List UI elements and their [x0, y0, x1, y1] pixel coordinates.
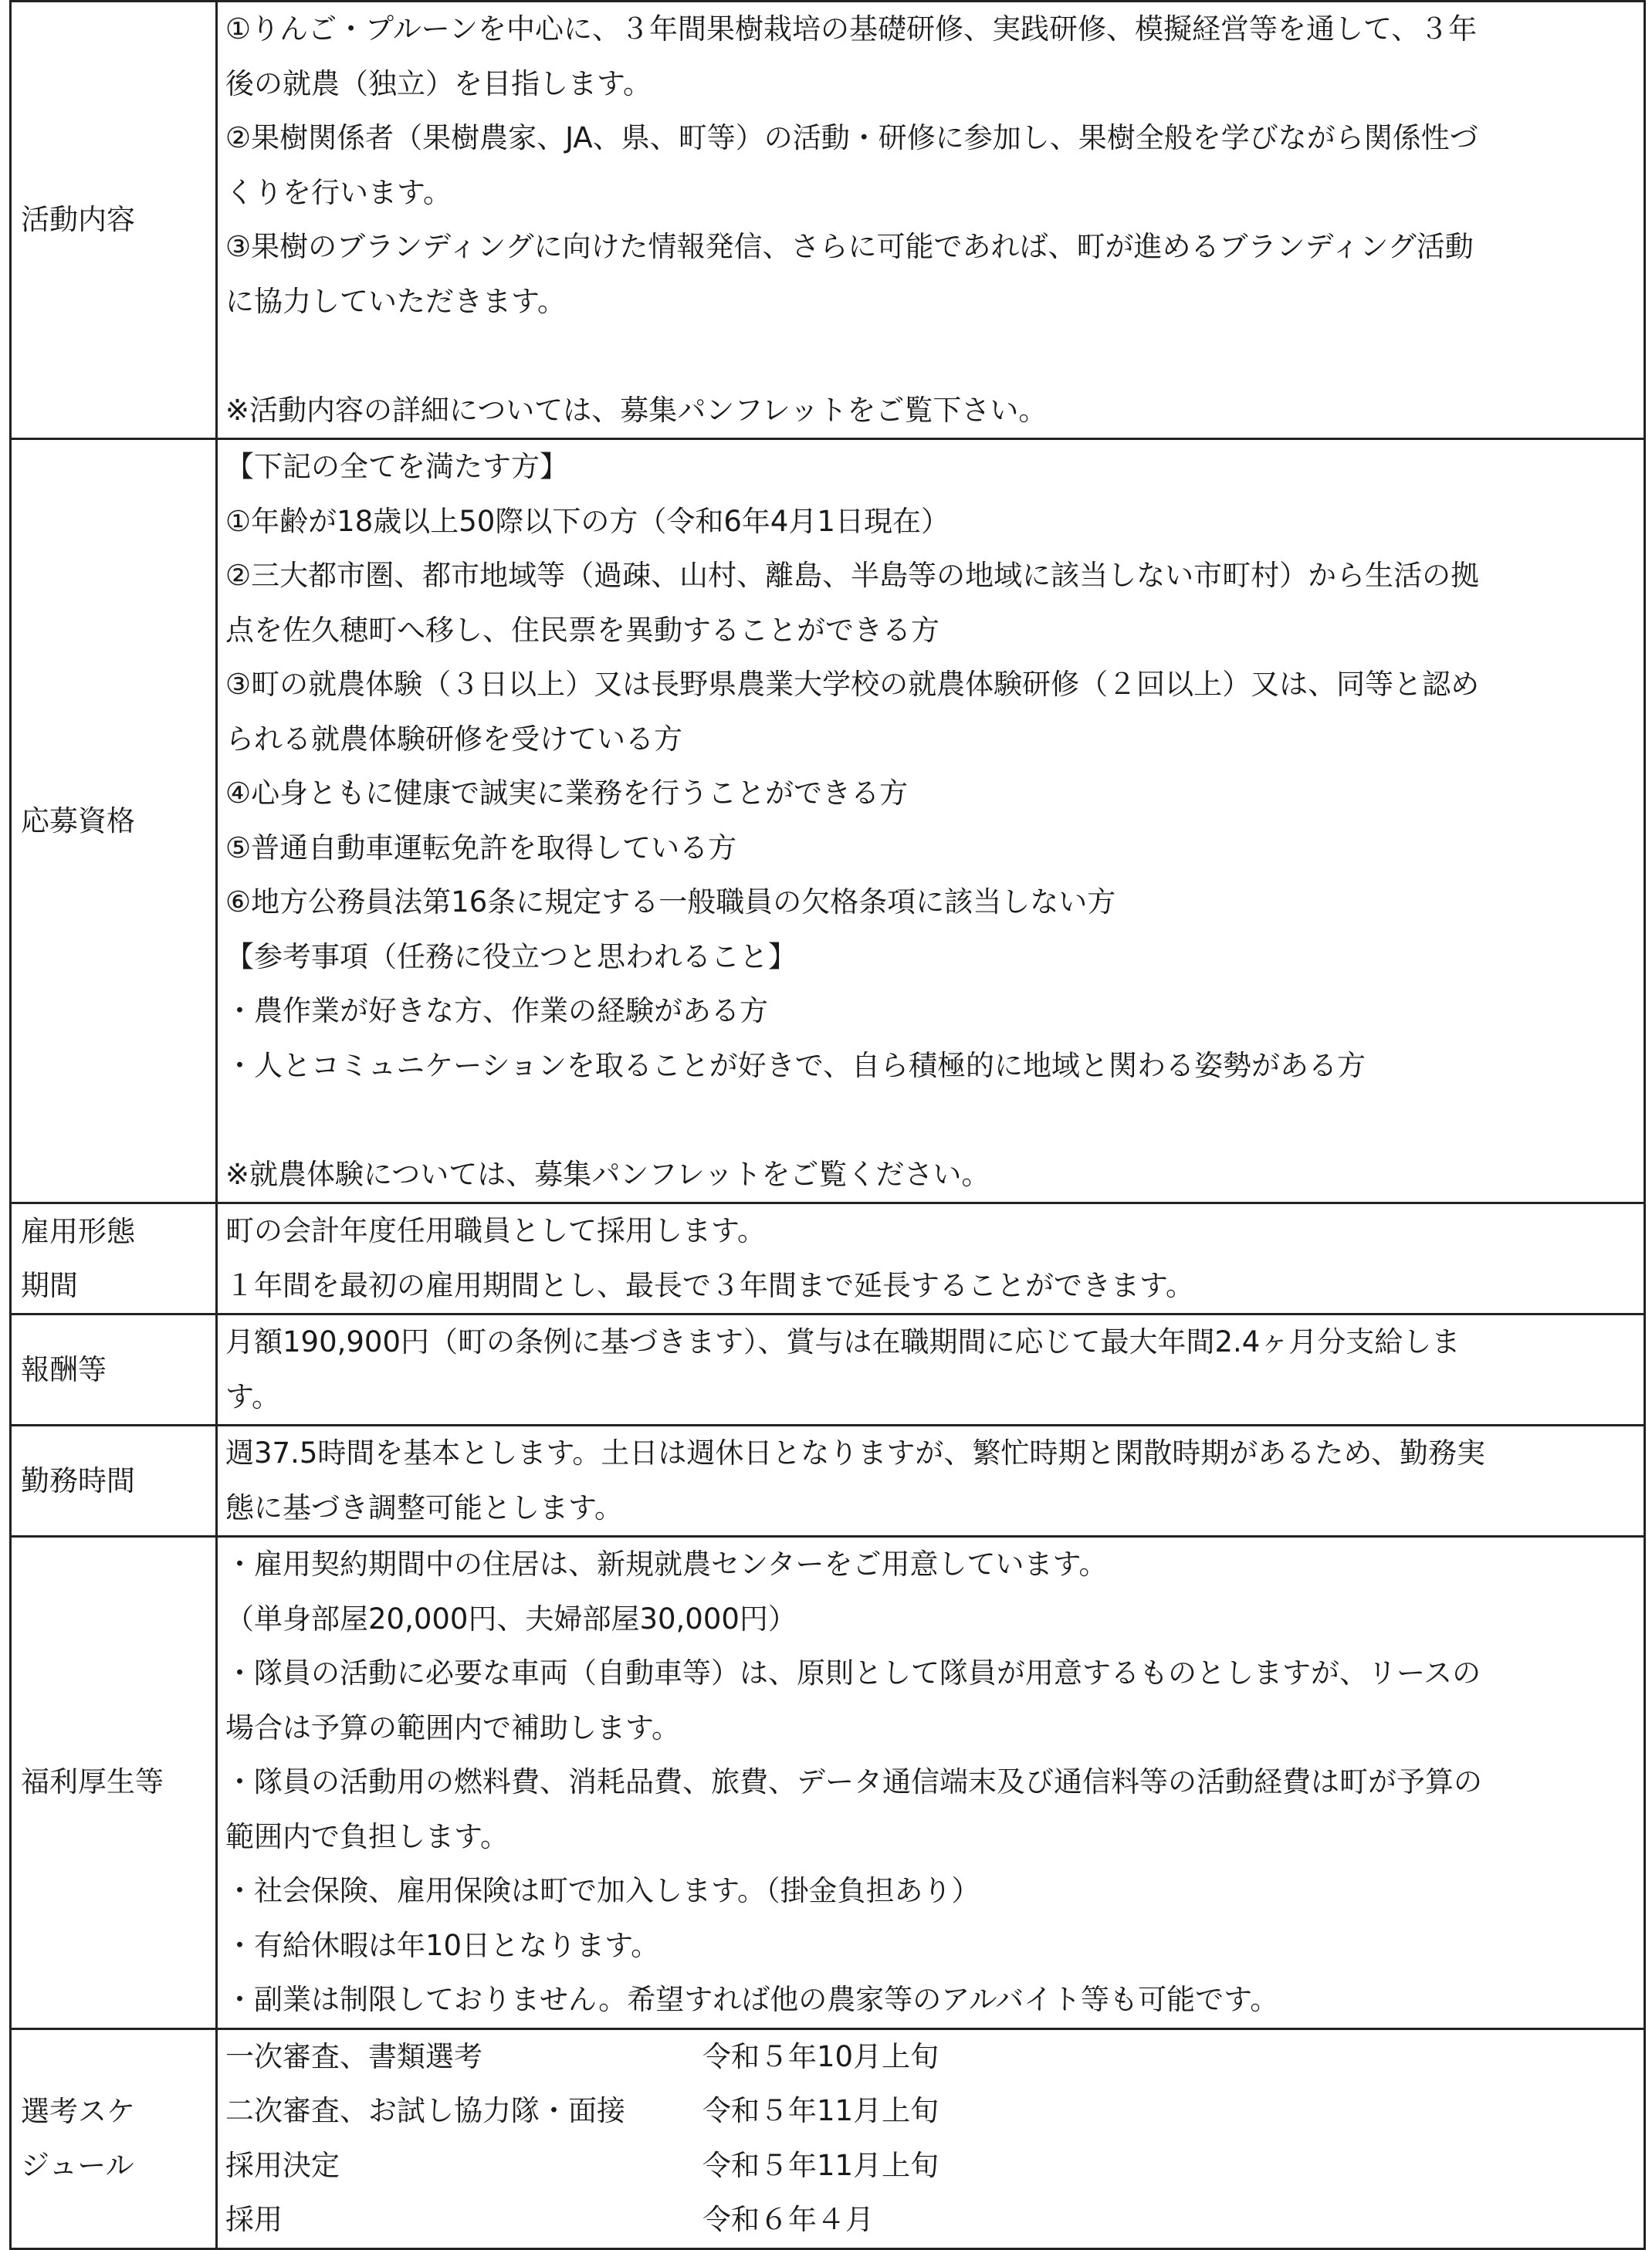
- hours-line: 態に基づき調整可能とします。: [225, 1490, 624, 1524]
- row-employment: [11, 1203, 1645, 1314]
- schedule-item: 採用決定: [225, 2148, 340, 2182]
- reference-line: ・農作業が好きな方、作業の経験がある方: [225, 994, 768, 1027]
- reference-line: ・人とコミュニケーションを取ることが好きで、自ら積極的に地域と関わる姿勢がある方: [225, 1048, 1366, 1082]
- schedule-row: [225, 2193, 1637, 2248]
- row-hours: [11, 1426, 1645, 1537]
- employment-line: １年間を最初の雇用期間とし、最長で３年間まで延長することができます。: [225, 1268, 1195, 1302]
- content-schedule: [217, 2028, 1645, 2248]
- qualification-line: ②三大都市圏、都市地域等（過疎、山村、離島、半島等の地域に該当しない市町村）から生活の拠: [225, 559, 1480, 592]
- welfare-line: （単身部屋20,000円、夫婦部屋30,000円）: [225, 1602, 797, 1636]
- label-pay: 報酬等: [11, 1314, 217, 1426]
- content-activity: [217, 2, 1645, 439]
- row-pay: [11, 1314, 1645, 1426]
- welfare-line: 場合は予算の範囲内で補助します。: [225, 1710, 681, 1744]
- schedule-date: 令和５年10月上旬: [702, 2039, 939, 2073]
- welfare-line: ・社会保険、雇用保険は町で加入します。（掛金負担あり）: [225, 1874, 980, 1907]
- activity-note: ※活動内容の詳細については、募集パンフレットをご覧下さい。: [225, 393, 1048, 427]
- label-welfare: 福利厚生等: [11, 1537, 217, 2029]
- label-schedule: [11, 2028, 217, 2248]
- schedule-item: 二次審査、お試し協力隊・面接: [225, 2094, 625, 2127]
- qualification-heading: 【下記の全てを満たす方】: [225, 450, 568, 483]
- qualification-line: ⑤普通自動車運転免許を取得している方: [225, 831, 737, 864]
- activity-line: ②果樹関係者（果樹農家、JA、県、町等）の活動・研修に参加し、果樹全般を学びながら関係性づ: [225, 121, 1478, 154]
- qualification-line: ⑥地方公務員法第16条に規定する一般職員の欠格条項に該当しない方: [225, 885, 1116, 919]
- welfare-line: ・有給休暇は年10日となります。: [225, 1928, 660, 1962]
- label-employment: [11, 1203, 217, 1314]
- qualification-line: ③町の就農体験（３日以上）又は長野県農業大学校の就農体験研修（２回以上）又は、同等と認め: [225, 668, 1480, 701]
- schedule-date: 令和５年11月上旬: [702, 2094, 939, 2127]
- employment-line: 町の会計年度任用職員として採用します。: [225, 1214, 767, 1247]
- content-employment: [217, 1203, 1645, 1314]
- row-welfare: [11, 1537, 1645, 2029]
- qualification-blank-line: [225, 1093, 1637, 1148]
- schedule-date: 令和６年４月: [702, 2203, 874, 2236]
- label-qualification: 応募資格: [11, 439, 217, 1203]
- content-hours: [217, 1426, 1645, 1537]
- activity-line: 後の就農（独立）を目指します。: [225, 66, 652, 100]
- welfare-line: 範囲内で負担します。: [225, 1819, 509, 1853]
- reference-heading: 【参考事項（任務に役立つと思われること】: [225, 939, 797, 973]
- pay-line: 月額190,900円（町の条例に基づきます）、賞与は在職期間に応じて最大年間2.4ヶ月分支給しま: [225, 1325, 1461, 1358]
- schedule-item: 採用: [225, 2203, 283, 2236]
- label-hours: 勤務時間: [11, 1426, 217, 1537]
- pay-line: す。: [225, 1379, 281, 1413]
- content-qualification: [217, 439, 1645, 1203]
- recruitment-table-sheet: [9, 0, 1646, 2250]
- content-pay: [217, 1314, 1645, 1426]
- label-activity: 活動内容: [11, 2, 217, 439]
- welfare-line: ・隊員の活動用の燃料費、消耗品費、旅費、データ通信端末及び通信料等の活動経費は町が予算の: [225, 1765, 1482, 1798]
- activity-line: ③果樹のブランディングに向けた情報発信、さらに可能であれば、町が進めるブランディング活動: [225, 230, 1474, 263]
- schedule-item: 一次審査、書類選考: [225, 2039, 482, 2073]
- label-employment-line: 雇用形態: [21, 1214, 135, 1248]
- qualification-line: 点を佐久穂町へ移し、住民票を異動することができる方: [225, 613, 939, 647]
- row-activity: [11, 2, 1645, 439]
- hours-line: 週37.5時間を基本とします。土日は週休日となりますが、繁忙時期と閑散時期があるため、勤務実: [225, 1436, 1485, 1470]
- welfare-line: ・隊員の活動に必要な車両（自動車等）は、原則として隊員が用意するものとしますが、リースの: [225, 1656, 1481, 1690]
- qualification-line: ④心身ともに健康で誠実に業務を行うことができる方: [225, 777, 909, 810]
- recruitment-table: [9, 0, 1646, 2250]
- row-schedule: [11, 2028, 1645, 2248]
- activity-line: ①りんご・プルーンを中心に、３年間果樹栽培の基礎研修、実践研修、模擬経営等を通して、３年: [225, 12, 1478, 46]
- activity-blank-line: [225, 329, 1637, 384]
- qualification-line: ①年齢が18歳以上50際以下の方（令和6年4月1日現在）: [225, 504, 950, 538]
- qualification-note: ※就農体験については、募集パンフレットをご覧ください。: [225, 1157, 990, 1191]
- content-welfare: [217, 1537, 1645, 2029]
- label-employment-line: 期間: [21, 1268, 78, 1302]
- welfare-line: ・副業は制限しておりません。希望すれば他の農家等のアルバイト等も可能です。: [225, 1983, 1279, 2016]
- welfare-line: ・雇用契約期間中の住居は、新規就農センターをご用意しています。: [225, 1548, 1108, 1581]
- row-qualification: [11, 439, 1645, 1203]
- schedule-row: [225, 2084, 1637, 2139]
- schedule-date: 令和５年11月上旬: [702, 2148, 939, 2182]
- qualification-line: られる就農体験研修を受けている方: [225, 722, 682, 756]
- label-schedule-line: ジュール: [21, 2148, 134, 2182]
- activity-line: くりを行います。: [225, 175, 452, 209]
- activity-line: に協力していただきます。: [225, 284, 567, 318]
- label-schedule-line: 選考スケ: [21, 2094, 135, 2128]
- schedule-row: [225, 2139, 1637, 2194]
- schedule-row: [225, 2030, 1637, 2085]
